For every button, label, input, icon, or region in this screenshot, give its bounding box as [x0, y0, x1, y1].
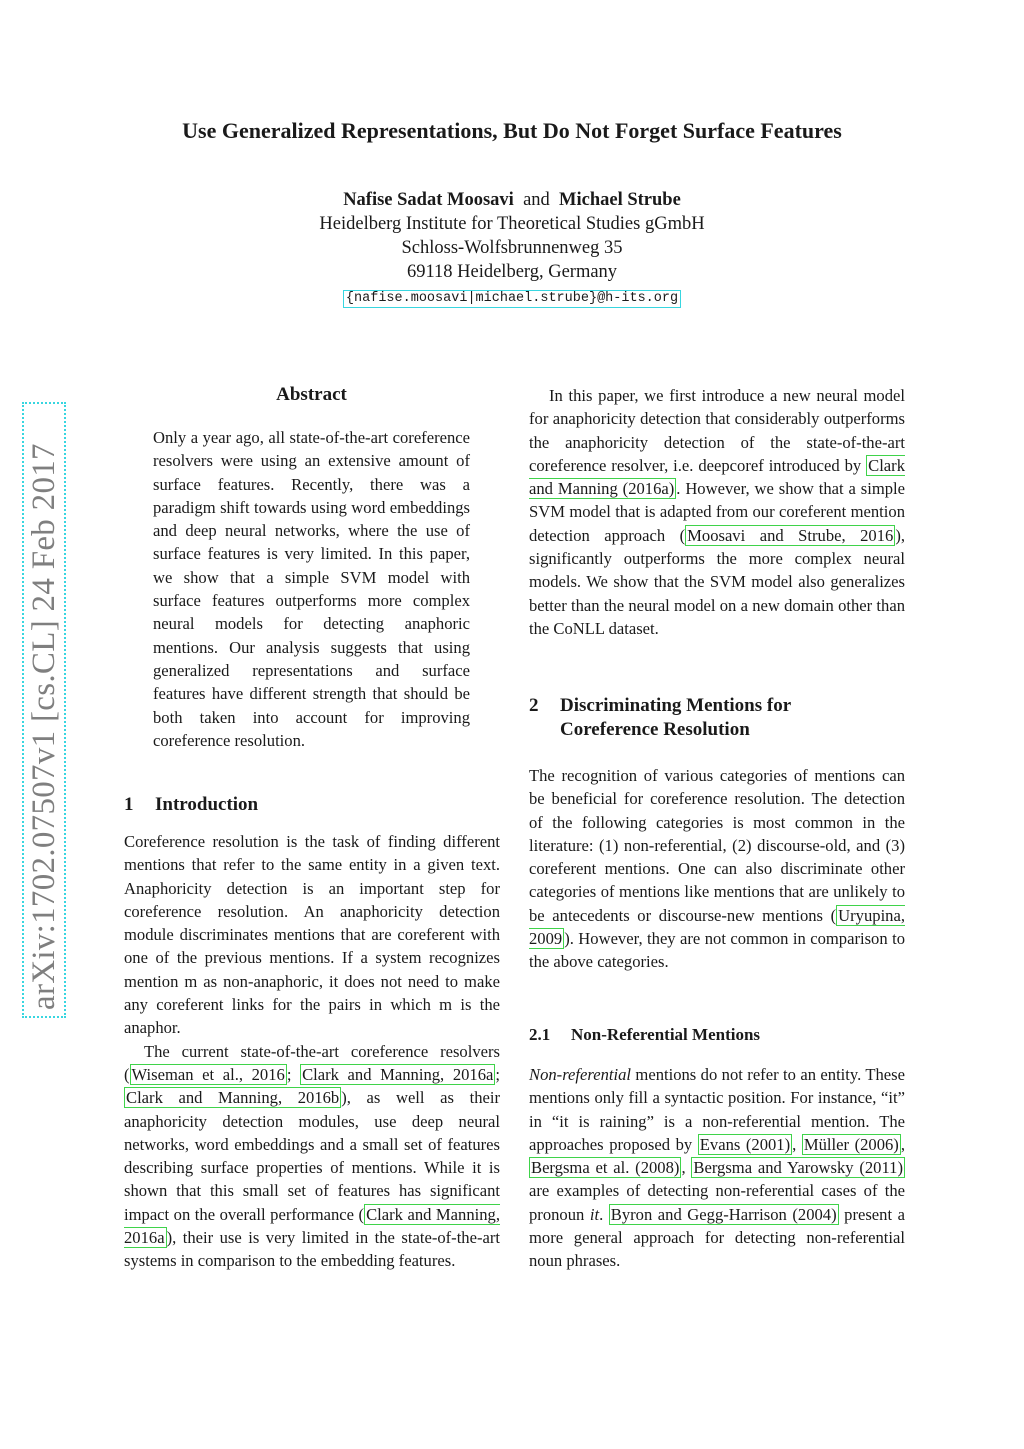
citation-link[interactable]: Bergsma et al. (2008)	[531, 1158, 680, 1178]
section-title: Discriminating Mentions for	[560, 695, 792, 716]
intro-paragraph-2: The current state-of-the-art coreference resolvers ( Wiseman et al., 2016 ; Clark and Manning, 2016a ; Clark and Manning, 2016b ), as well as their anaphoricity detection modules, use deep neural networks, word embeddings and a small set of features describing surface properties of mentions. While it is shown that this small set of features has significant impact on the overall performance ( Clark and Manning, 2016a ), their use is very limited in the state-of-the-art systems in comparison to the embedding features.	[124, 1041, 500, 1271]
citation-link[interactable]: Clark and Manning (2016a)	[529, 455, 905, 499]
subsection-2-1-heading	[529, 1025, 905, 1045]
section-1-heading	[124, 793, 500, 817]
citation-link[interactable]: Clark and Manning, 2016b	[126, 1088, 340, 1108]
citation-link[interactable]: Clark and Manning, 2016a	[124, 1204, 500, 1248]
email-link[interactable]: {nafise.moosavi|michael.strube}@h-its.org	[343, 290, 681, 308]
subsection-2-1-body	[529, 1063, 905, 1273]
author-block	[0, 188, 1024, 308]
street-address: Schloss-Wolfsbrunnenweg 35	[401, 238, 623, 258]
citation-link[interactable]: Uryupina, 2009	[529, 905, 905, 949]
affiliation: Heidelberg Institute for Theoretical Studies gGmbH	[319, 214, 705, 234]
abstract-heading: Abstract	[276, 384, 347, 405]
right-paragraph-1: In this paper, we first introduce a new neural model for anaphoricity detection that considerably outperforms the anaphoricity detection of the state-of-the-art coreference resolver, i.e. deepcoref introduced by Clark and Manning (2016a) . However, we show that a simple SVM model that is adapted from our coreferent mention detection approach ( Moosavi and Strube, 2016 ), significantly outperforms the more complex neural models. We show that the SVM model also generalizes better than the neural model on a new domain other than the CoNLL dataset.	[529, 386, 905, 638]
intro-paragraph-1: Coreference resolution is the task of finding different mentions that refer to the same entity in a given text. Anaphoricity detection is an important step for coreference resolution. An anaphoricity detection module discriminates mentions that are coreferent with one of the previous mentions. If a system recognizes mention m as non-anaphoric, it does not need to make any coreferent links for the pairs in which m is the anaphor.	[124, 832, 500, 1038]
citation-link[interactable]: Wiseman et al., 2016	[131, 1064, 285, 1084]
subsection-paragraph: Non-referential mentions do not refer to an entity. These mentions only fill a syntactic position. For instance, “it” in “it is raining” is a non-referential mention. The approaches proposed by Evans (2001) , Müller (2006) , Bergsma et al. (2008) , Bergsma and Yarowsky (2011) are examples of detecting non-referential cases of the pronoun it. Byron and Gegg-Harrison (2004) present a more general approach for detecting non-referential noun phrases.	[529, 1065, 905, 1271]
author-name: Nafise Sadat Moosavi	[343, 190, 514, 210]
citation-link[interactable]: Moosavi and Strube, 2016	[687, 525, 894, 545]
citation-link[interactable]: Clark and Manning, 2016a	[302, 1064, 494, 1084]
section-2-heading	[529, 694, 905, 742]
citation-link[interactable]: Müller (2006)	[803, 1134, 899, 1154]
section-2-body	[529, 764, 905, 974]
section-number: 2	[529, 695, 539, 716]
city-address: 69118 Heidelberg, Germany	[406, 262, 618, 282]
paper-title: Use Generalized Representations, But Do Not Forget Surface Features	[182, 118, 842, 143]
right-intro-body	[529, 384, 905, 640]
abstract-text	[153, 426, 470, 752]
section-2-paragraph: The recognition of various categories of mentions can be beneficial for coreference resolution. The detection of the following categories is most common in the literature: (1) non-referential, (2) discourse-old, and (3) coreferent mentions. One can also discriminate other categories of mentions like mentions that are unlikely to be antecedents or discourse-new mentions ( Uryupina, 2009 ). However, they are not common in comparison to the above categories.	[529, 766, 905, 972]
citation-link[interactable]: Evans (2001)	[699, 1134, 791, 1154]
subsection-title: Non-Referential Mentions	[571, 1025, 761, 1044]
subsection-number: 2.1	[529, 1025, 551, 1044]
section-number: 1	[124, 794, 134, 815]
author-name: Michael Strube	[559, 190, 681, 210]
abstract-paragraph: Only a year ago, all state-of-the-art coreference resolvers were using an extensive amount of surface features. Recently, there was a paradigm shift towards using word embeddings and deep neural networks, where the use of surface features is very limited. In this paper, we show that a simple SVM model with surface features outperforms more complex neural models for detecting anaphoric mentions. Our analysis suggests that using generalized representations and surface features have different strength that should be both taken into account for improving coreference resolution.	[153, 428, 470, 750]
arxiv-identifier[interactable]: arXiv:1702.07507v1 [cs.CL] 24 Feb 2017	[22, 402, 66, 1018]
section-title: Coreference Resolution	[560, 719, 750, 740]
author-conjunction: and	[523, 190, 550, 210]
intro-body	[124, 830, 500, 1273]
section-title: Introduction	[155, 794, 259, 815]
citation-link[interactable]: Byron and Gegg-Harrison (2004)	[610, 1204, 837, 1224]
citation-link[interactable]: Bergsma and Yarowsky (2011)	[693, 1158, 903, 1178]
